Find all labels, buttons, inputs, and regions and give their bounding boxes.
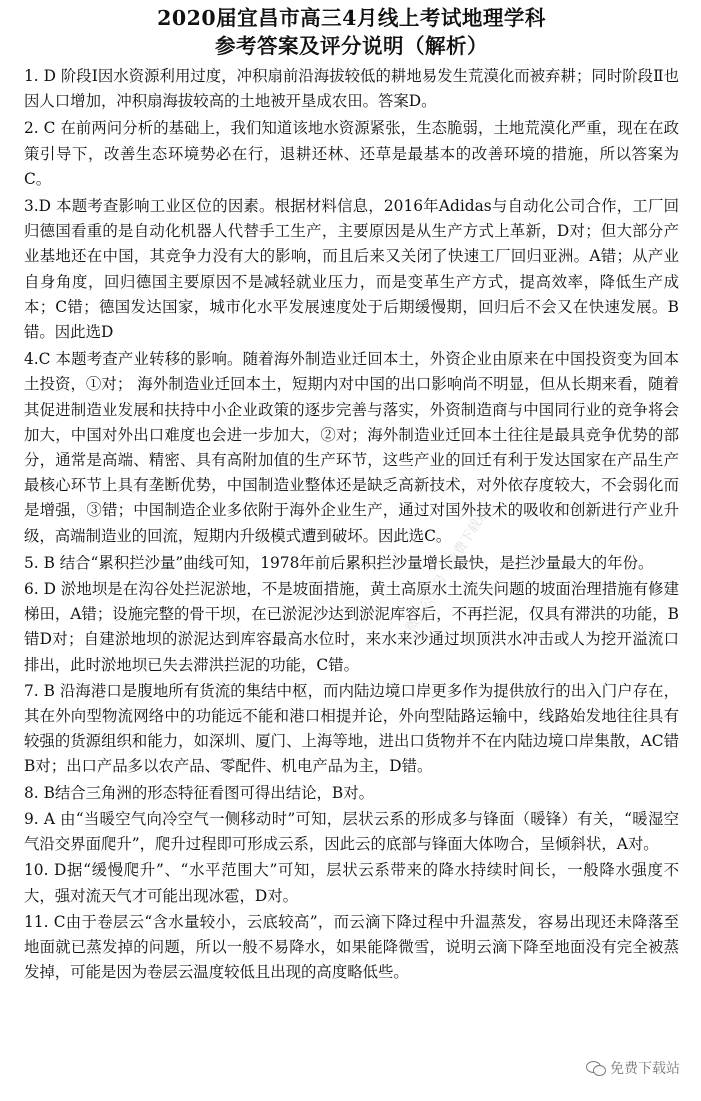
answer-item: 4.C 本题考查产业转移的影响。随着海外制造业迁回本土，外资企业由原来在中国投资变为回本土投资，①对； 海外制造业迁回本土，短期内对中国的出口影响尚不明显，但从长期来看，随着其促进制造业发展和扶持中小企业政策的逐步完善与落实，外资制造商与中国同行业的竞争将会加大，中国对外出口难度也会进一步加大，②对；海外制造业迁回本土往往是最具竞争优势的部分，通常是高端、精密、具有高附加值的生产环节，这些产业的回迁有利于发达国家在产品生产最核心环节上具有垄断优势，中国制造业整体还是缺乏高新技术，对外依存度较大，不会弱化而是增强，③错；中国制造企业多依附于海外企业生产，通过对国外技术的吸收和创新进行产业升级，高端制造业的回流，短期内升级模式遭到破坏。因此选C。: [24, 350, 679, 545]
answer-list: [24, 64, 679, 985]
page-title: 2020届宜昌市高三4月线上考试地理学科: [157, 6, 546, 30]
answer-item: 3.D 本题考查影响工业区位的因素。根据材料信息，2016年Adidas与自动化公司合作，工厂回归德国看重的是自动化机器人代替手工生产，主要原因是从生产方式上革新，D对；但大部分产业基地还在中国，其竞争力没有大的影响，而且后来又关闭了快速工厂回归亚洲。A错；从产业自身角度，回归德国主要原因不是减轻就业压力，而是变革生产方式，提高效率，降低生产成本；C错；德国发达国家，城市化水平发展速度处于后期缓慢期，回归后不会又在快速发展。B错。因此选D: [24, 197, 679, 342]
answer-item: 2. C 在前两问分析的基础上，我们知道该地水资源紧张，生态脆弱，土地荒漠化严重，现在在政策引导下，改善生态环境势必在行，退耕还林、还草是最基本的改善环境的措施，所以答案为C。: [24, 119, 679, 188]
answer-item: 8. B结合三角洲的形态特征看图可得出结论，B对。: [24, 783, 375, 802]
watermark: 微信公众号《免费下载站》: [403, 494, 499, 636]
answer-item: 9. A 由“当暖空气向冷空气一侧移动时”可知，层状云系的形成多与锋面（暖锋）有关，“暖湿空气沿交界面爬升”，爬升过程即可形成云系，因此云的底部与锋面大体吻合，呈倾斜状，A对。: [24, 809, 679, 854]
answer-item: 7. B 沿海港口是腹地所有货流的集结中枢，而内陆边境口岸更多作为提供放行的出入门户存在，其在外向型物流网络中的功能远不能和港口相提并论，外向型陆路运输中，线路始发地往往具有较强的货源组织和能力，如深圳、厦门、上海等地，进出口货物并不在内陆边境口岸集散，AC错B对；出口产品多以农产品、零配件、机电产品为主，D错。: [24, 681, 679, 776]
answer-item: 1. D 阶段Ⅰ因水资源利用过度，冲积扇前沿海拔较低的耕地易发生荒漠化而被弃耕；同时阶段Ⅱ也因人口增加，冲积扇海拔较高的土地被开垦成农田。答案D。: [24, 67, 679, 111]
footer-logo: [583, 1057, 683, 1079]
wechat-icon: [586, 1060, 606, 1076]
answer-item: 11. C由于卷层云“含水量较小，云底较高”，而云滴下降过程中升温蒸发，容易出现还未降落至地面就已蒸发掉的问题，所以一般不易降水，如果能降微雪，说明云滴下降至地面没有完全被蒸发掉，可能是因为卷层云温度较低且出现的高度略低些。: [24, 912, 679, 982]
page-subtitle: 参考答案及评分说明（解析）: [215, 34, 488, 58]
answer-item: 6. D 淤地坝是在沟谷处拦泥淤地，不是坡面措施，黄土高原水土流失问题的坡面治理措施有修建梯田，A错；设施完整的骨干坝，在已淤泥沙达到淤泥库容后，不再拦泥，仅具有滞洪的功能，B错D对；自建淤地坝的淤泥达到库容最高水位时，来水来沙通过坝顶洪水冲击或人为挖开溢流口排出，此时淤地坝已失去滞洪拦泥的功能，C错。: [24, 580, 679, 674]
answer-item: 5. B 结合“累积拦沙量”曲线可知，1978年前后累积拦沙量增长最快，是拦沙量最大的年份。: [24, 553, 654, 572]
answer-item: 10. D据“缓慢爬升”、“水平范围大”可知，层状云系带来的降水持续时间长，一般降水强度不大，强对流天气才可能出现冰雹，D对。: [24, 861, 679, 905]
footer-label: 免费下载站: [610, 1061, 680, 1077]
